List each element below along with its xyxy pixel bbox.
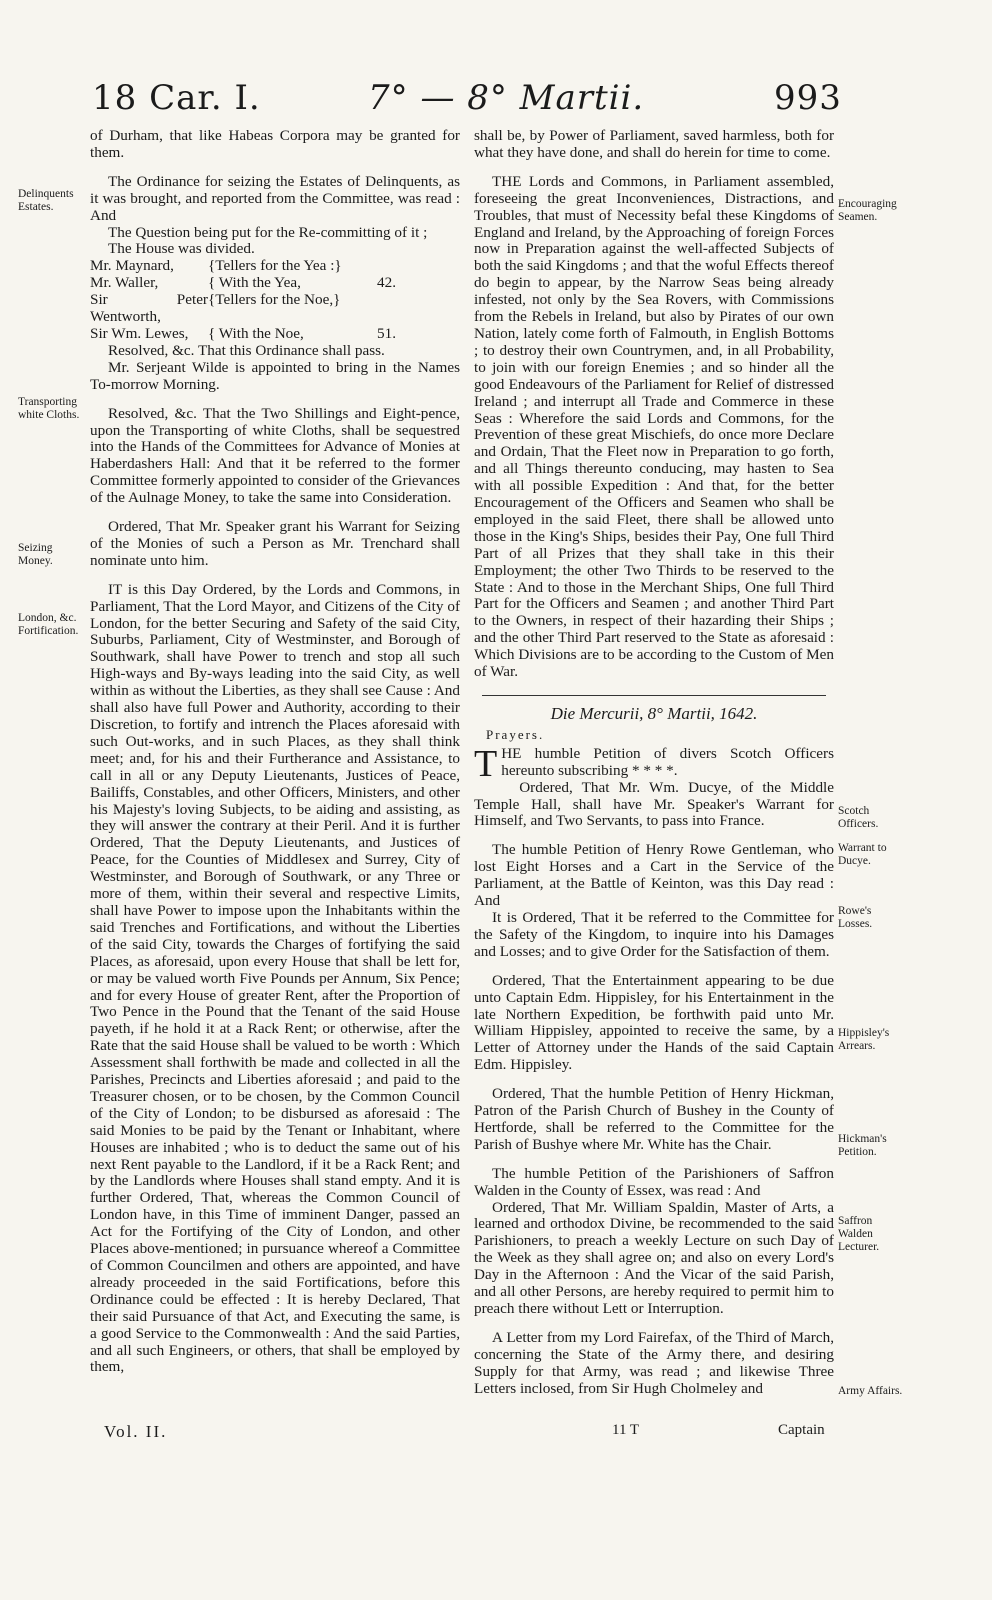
teller-role: {Tellers for the Yea :} <box>208 257 342 275</box>
teller-votes: 42. <box>377 274 396 292</box>
teller-votes <box>366 292 396 326</box>
paragraph-army-letter: A Letter from my Lord Fairefax, of the Third of March, concerning the State of the Army there, and desiring Supply for that Army, was read ; and likewise Three Letters inclosed, from Sir Hugh Cholmeley and <box>474 1328 834 1397</box>
teller-row <box>90 326 460 343</box>
catchword: Captain <box>778 1422 825 1438</box>
drop-cap: T <box>474 742 498 785</box>
section-divider <box>482 695 826 696</box>
paragraph-hickman: Ordered, That the humble Petition of Henry Hickman, Patron of the Parish Church of Bushey in the County of Hertforde, shall be referred to the Committee for the Parish of Bushye where Mr. White has the Chair. <box>474 1085 834 1153</box>
paragraph-rowe-order: It is Ordered, That it be referred to the Committee for the Safety of the Kingdom, to inquire into his Damages and Losses; and to give Order for the Satisfaction of them. <box>474 908 834 960</box>
tellers-list <box>90 258 460 343</box>
margin-note-delinquents: Delinquents Estates. <box>18 188 74 213</box>
paragraph-white-cloths: Resolved, &c. That the Two Shillings and Eight-pence, upon the Transporting of white Cloths, shall be sequestred into the Hands of the Committees for Advance of Monies at Haberdashers Hall: And that it be referred to the former Committee formerly appointed to consider of the Grievances of the Aulnage Money, to take the same into Consideration. <box>90 404 460 507</box>
paragraph-saffron-petition: The humble Petition of the Parishioners of Saffron Walden in the County of Essex, was read : And <box>474 1164 834 1199</box>
margin-note-saffron: Saffron Walden Lecturer. <box>838 1215 880 1253</box>
paragraph-london-fortification: IT is this Day Ordered, by the Lords and Commons, in Parliament, That the Lord Mayor, and Citizens of the City of London, for the better Securing and Safety of the said City, Suburbs, Parliament, City of Westminster, and Borough of Southwark, shall have Power to trench and stop all such High-ways and By-ways leading into the said City, as well within as without the Liberties, as they shall see Cause : And shall also have full Power and Authority, according to their Discretion, to fortify and intrench the Places aforesaid with such Out-works, and in such Places, as they shall think meet; and, for his and their Furtherance and Assistance, to call in all or any Deputy Lieutenants, Justices of Peace, Bailiffs, Constables, and other Officers, Ministers, and other his Majesty's loving Subjects, to be aiding and assisting, as they will answer the contrary at their Peril. And it is further Ordered, That the Deputy Lieutenants, and Justices of Peace, for the Counties of Middlesex and Surrey, City of Westminster, and Borough of Southwark, or any Three or more of them, within their several and respective Limits, shall have Power to impose upon the Inhabitants within the said Trenches and Fortifications, and without the Liberties of the said City, towards the Charges of fortifying the said Places, as aforesaid, upon every House that shall be lett for, or may be valued worth Five Pounds per Annum, Six Pence; and for every House of greater Rent, after the Proportion of Two Pence in the Pound that the Tenant of the said House payeth, if he hold it at a Rack Rent; or otherwise, after the Rate that the said House shall be valued to be worth : Which Assessment shall forthwith be made and collected in all the Parishes, Precincts and Liberties aforesaid ; and paid to the Treasurer chosen, or to be chosen, by the Common Council of the City of London; to be disbursed as aforesaid : The said Monies to be paid by the Tenant or Inhabitant, where Houses are inhabited ; who is to deduct the same out of his next Rent payable to the Landlord, if it be a Rack Rent; and by the Landlords where Houses shall stand empty. And it is further Ordered, That, whereas the Common Council of London have, in this Time of imminent Danger, passed an Act for the Fortifying of the City of London, and other Places above-mentioned; in pursuance whereof a Committee of Common Councilmen and others are appointed, and have already proceeded in the said Fortifications, before this Ordinance could be effected : It is hereby Declared, That their said Pursuance of that Act, and Executing the same, is a good Service to the Commonwealth : And the said Parties, and all such Engineers, or others, that shall be employed by them, <box>90 580 460 1376</box>
paragraph-scotch-text: HE humble Petition of divers Scotch Officers hereunto subscribing * * * *. <box>501 744 834 779</box>
paragraph-ordinance: The Ordinance for seizing the Estates of Delinquents, as it was brought, and reported from the Committee, was read : And <box>90 172 460 224</box>
teller-row <box>90 258 460 275</box>
margin-note-seamen: Encouraging Seamen. <box>838 198 897 223</box>
paragraph-fleet-ordinance: THE Lords and Commons, in Parliament assembled, foreseeing the great Inconveniences, Distractions, and Troubles, that must of Necessity befal these Kingdoms of England and Ireland, by the Approaching of foreign Forces now in Preparation against the well-affected Subjects of both the said Kingdoms ; and that the woful Effects thereof do begin to appear, by the Narrow Seas being already infested, not only by the Sea Rovers, with Commissions from the Rebels in Ireland, but also by Pirates of our own Nation, lately come forth of Falmouth, in English Bottoms ; to destroy their own Countrymen, and, in all Probability, to join with our foreign Enemies ; and so hinder all the good Endeavours of the Parliament for Relief of distressed Ireland ; and interrupt all Trade and Commerce in these Seas : Wherefore the said Lords and Commons, for the Prevention of these great Mischiefs, do once more Declare and Ordain, That the Fleet now in Preparation to go forth, and all Things thereunto conducing, may hasten to Sea with all possible Expedition : And that, for the better Encouragement of the Officers and Seamen who shall be employed in the said Fleet, there shall be allowed unto those in the King's Ships, besides their Pay, One full Third Part of all Prizes that they shall take in this their Employment; the other Two Thirds to be reserved to the State : And to those in the Merchant Ships, One full Third Part for the Officers and Seamen ; and another Third Part to the Owners, in respect of their hazarding their Ships ; and the other Third Part reserved to the State as aforesaid : Which Divisions are to be according to the Custom of Men of War. <box>474 172 834 681</box>
paragraph-seizing-money: Ordered, That Mr. Speaker grant his Warrant for Seizing of the Monies of such a Person as Mr. Trenchard shall nominate unto him. <box>90 518 460 569</box>
paragraph-scotch-officers <box>474 742 834 785</box>
paragraph-wilde: Mr. Serjeant Wilde is appointed to bring in the Names To-morrow Morning. <box>90 358 460 393</box>
paragraph-ducye-warrant: Ordered, That Mr. Wm. Ducye, of the Middle Temple Hall, shall have Mr. Speaker's Warrant for Himself, and Two Servants, to pass into France. <box>474 778 834 830</box>
page-number: 993 <box>774 78 842 118</box>
margin-note-white-cloths: Transporting white Cloths. <box>18 396 80 421</box>
paragraph-durham: of Durham, that like Habeas Corpora may be granted for them. <box>90 127 460 161</box>
margin-note-hippisley: Hippisley's Arrears. <box>838 1027 890 1052</box>
teller-row <box>90 275 460 292</box>
teller-name: Sir Wm. Lewes, <box>90 324 189 342</box>
teller-role: { With the Noe, <box>208 324 304 342</box>
signature-mark: 11 T <box>612 1422 640 1438</box>
teller-row <box>90 292 460 326</box>
running-head-date: 7° — 8° Martii. <box>368 78 645 118</box>
right-column <box>474 128 834 1398</box>
teller-name: Sir Peter Wentworth, <box>90 291 208 326</box>
margin-note-seizing-money: Seizing Money. <box>18 542 53 567</box>
margin-note-london-fortification: London, &c. Fortification. <box>18 612 79 637</box>
day-heading: Die Mercurii, 8° Martii, 1642. <box>550 704 758 723</box>
teller-role: { With the Yea, <box>208 274 301 292</box>
paragraph-rowe-petition: The humble Petition of Henry Rowe Gentleman, who lost Eight Horses and a Cart in the Service of the Parliament, at the Battle of Keinton, was this Day read : And <box>474 841 834 910</box>
teller-votes: 51. <box>377 324 396 342</box>
teller-role: {Tellers for the Noe,} <box>208 291 341 309</box>
teller-name: Mr. Waller, <box>90 274 159 292</box>
margin-note-scotch-officers: Scotch Officers. <box>838 805 879 830</box>
paragraph-spaldin-order: Ordered, That Mr. William Spaldin, Master of Arts, a learned and orthodox Divine, be recommended to the said Parishioners, to preach a weekly Lecture on such Day of the Week as they shall agree on; and also on every Lord's Day in the Afternoon : And the Vicar of the said Parish, and all other Persons, are hereby required to permit him to preach there without Lett or Interruption. <box>474 1198 834 1317</box>
teller-votes <box>366 258 396 275</box>
paragraph-resolved: Resolved, &c. That this Ordinance shall pass. <box>108 341 385 359</box>
paragraph-hippisley: Ordered, That the Entertainment appearing to be due unto Captain Edm. Hippisley, for his Entertainment in the late Northern Expedition, be forthwith paid unto Mr. William Hippisley, appointed to receive the same, by a Letter of Attorney under the Hands of the said Captain Edm. Hippisley. <box>474 971 834 1074</box>
prayers-heading: Prayers. <box>486 726 545 742</box>
paragraph-continuation: shall be, by Power of Parliament, saved harmless, both for what they have done, and shall do herein for time to come. <box>474 127 834 161</box>
margin-note-rowe: Rowe's Losses. <box>838 905 873 930</box>
volume-mark: Vol. II. <box>104 1422 168 1441</box>
margin-note-army: Army Affairs. <box>838 1385 903 1397</box>
teller-name: Mr. Maynard, <box>90 257 174 275</box>
margin-note-ducye: Warrant to Ducye. <box>838 842 887 867</box>
paragraph-question: The Question being put for the Re-committing of it ; <box>108 223 428 241</box>
margin-note-hickman: Hickman's Petition. <box>838 1133 887 1158</box>
paragraph-divided: The House was divided. <box>108 240 255 258</box>
left-column <box>90 128 460 1376</box>
running-head-regnal-year: 18 Car. I. <box>92 78 261 118</box>
